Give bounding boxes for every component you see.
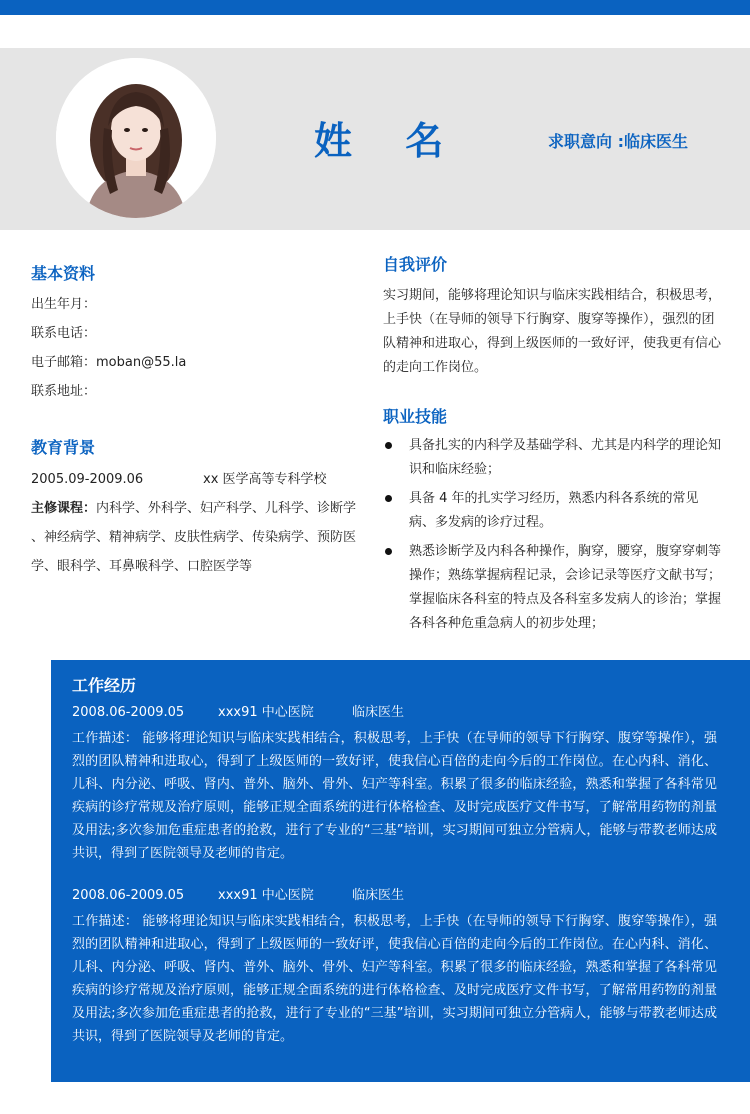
job-description: 工作描述： 能够将理论知识与临床实践相结合，积极思考，上手快（在导师的领导下行胸穿、腹穿等操作），强烈的团队精神和进取心，得到了上级医师的一致好评，使我信心百倍的走向今后的工作岗位。在心内科、消化、儿科、内分泌、呼吸、肾内、普外、脑外、骨外、妇产等科室。积累了很多的临床经验，熟悉和掌握了各科常见疾病的诊疗常规及治疗原则，能够正规全面系统的进行体格检查、及时完成医疗文件书写，了解常用药物的剂量及用法;多次参加危重症患者的抢救，进行了专业的“三基”培训，实习期间可独立分管病人，能够与带教老师达成共识，得到了医院领导及老师的肯定。 — [72, 914, 717, 1044]
skill-text: 熟悉诊断学及内科各种操作，胸穿，腰穿，腹穿穿刺等操作；熟练掌握病程记录，会诊记录等医疗文献书写；掌握临床各科室的特点及各科室多发病人的诊治；掌握各科各种危重急病人的初步处理； — [409, 544, 722, 631]
job-hospital: xxx91 中心医院 — [218, 888, 314, 903]
bullet-icon — [385, 495, 392, 502]
skills-list — [383, 434, 721, 641]
basic-info-list — [31, 290, 186, 406]
work-experience-panel — [51, 660, 750, 1082]
bullet-icon — [385, 442, 392, 449]
skill-text: 具备 4 年的扎实学习经历，熟悉内科各系统的常见病、多发病的诊疗过程。 — [409, 491, 699, 530]
phone-field: 联系电话： — [31, 326, 97, 341]
email-field: 电子邮箱：moban@55.la — [31, 355, 187, 370]
job-role: 临床医生 — [352, 705, 405, 720]
profile-photo-icon — [56, 58, 216, 218]
courses-label: 主修课程： — [31, 501, 97, 516]
skill-item — [383, 434, 721, 482]
job-role: 临床医生 — [352, 888, 405, 903]
skill-item — [383, 487, 721, 535]
candidate-name: 姓 名 — [314, 119, 464, 163]
education-courses — [31, 494, 361, 581]
education-title: 教育背景 — [31, 438, 96, 457]
job-date: 2008.06-2009.05 — [72, 888, 185, 903]
profile-photo — [56, 58, 216, 218]
job-entry — [72, 886, 717, 1048]
self-eval-title: 自我评价 — [383, 255, 448, 274]
job-header — [72, 886, 717, 906]
courses-text: 内科学、外科学、妇产科学、儿科学、诊断学 、神经病学、精神病学、皮肤性病学、传染病学、预防医学、眼科学、耳鼻喉科学、口腔医学等 — [31, 501, 357, 574]
education-date: 2005.09-2009.06 — [31, 472, 144, 487]
basic-info-title: 基本资料 — [31, 264, 96, 283]
education-school: xx 医学高等专科学校 — [203, 472, 327, 487]
address-field: 联系地址： — [31, 384, 97, 399]
skill-text: 具备扎实的内科学及基础学科、尤其是内科学的理论知识和临床经验； — [409, 438, 722, 477]
job-entry — [72, 703, 717, 865]
job-header — [72, 703, 717, 723]
job-intent: 求职意向 :临床医生 — [548, 132, 688, 151]
top-accent-bar — [0, 0, 750, 15]
work-title: 工作经历 — [72, 676, 137, 695]
self-eval-text: 实习期间，能够将理论知识与临床实践相结合，积极思考，上手快（在导师的领导下行胸穿、腹穿等操作），强烈的团队精神和进取心，得到上级医师的一致好评，使我更有信心的走向工作岗位。 — [383, 288, 722, 375]
job-hospital: xxx91 中心医院 — [218, 705, 314, 720]
skills-title: 职业技能 — [383, 407, 448, 426]
job-description: 工作描述： 能够将理论知识与临床实践相结合，积极思考，上手快（在导师的领导下行胸穿、腹穿等操作），强烈的团队精神和进取心，得到了上级医师的一致好评，使我信心百倍的走向今后的工作岗位。在心内科、消化、儿科、内分泌、呼吸、肾内、普外、脑外、骨外、妇产等科室。积累了很多的临床经验，熟悉和掌握了各科常见疾病的诊疗常规及治疗原则，能够正规全面系统的进行体格检查、及时完成医疗文件书写，了解常用药物的剂量及用法;多次参加危重症患者的抢救，进行了专业的“三基”培训，实习期间可独立分管病人，能够与带教老师达成共识，得到了医院领导及老师的肯定。 — [72, 731, 717, 861]
job-date: 2008.06-2009.05 — [72, 705, 185, 720]
birth-date-field: 出生年月： — [31, 297, 97, 312]
skill-item — [383, 540, 721, 636]
bullet-icon — [385, 548, 392, 555]
